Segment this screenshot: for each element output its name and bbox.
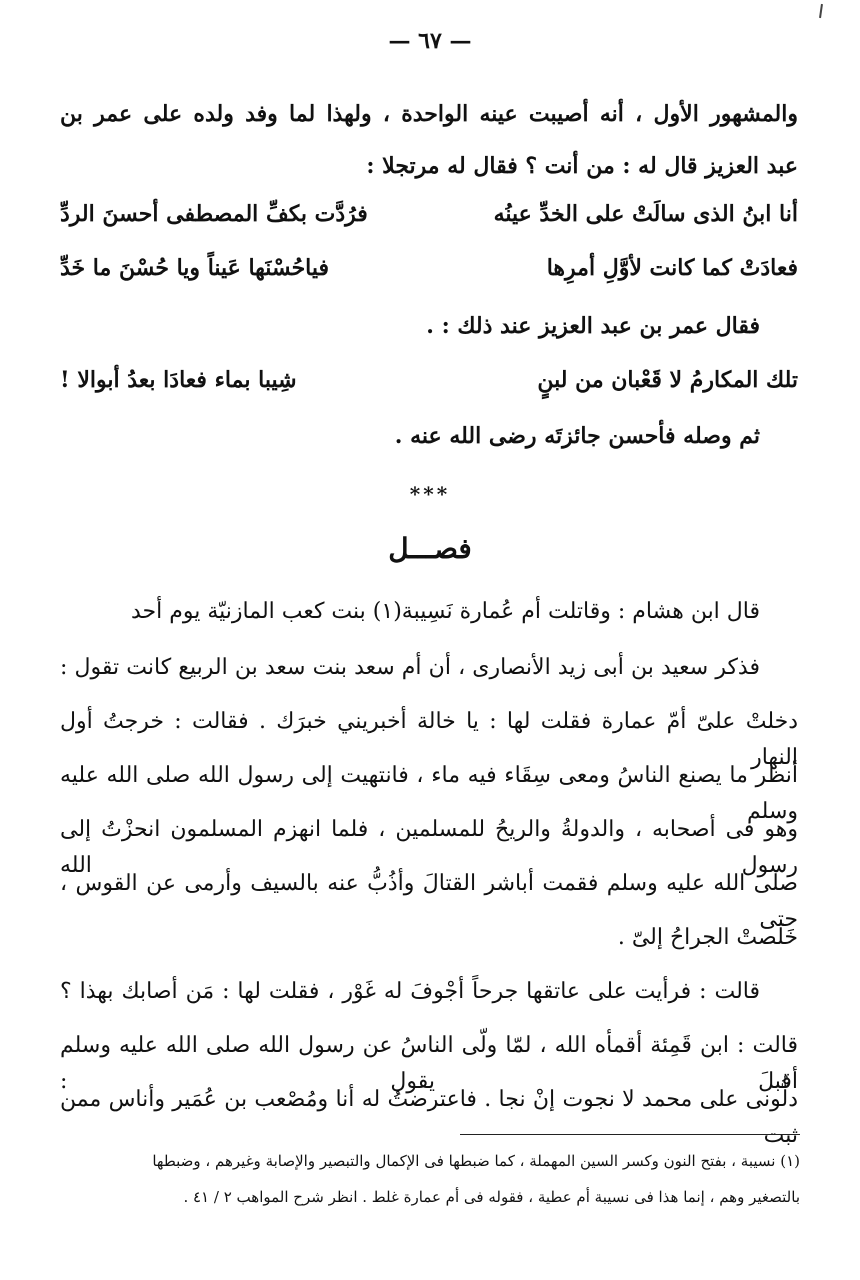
verse-hemistich-second: شِيبا بماء فعادَا بعدُ أبوالا !: [60, 367, 297, 393]
verse-hemistich-second: فرُدَّت بكفِّ المصطفى أحسنَ الردِّ: [60, 201, 368, 227]
section-separator: ***: [409, 482, 451, 506]
verse-hemistich-first: أنا ابنُ الذى سالَتْ على الخدِّ عينُه: [493, 201, 798, 227]
text-line: ثم وصله فأحسن جائزتَه رضى الله عنه .: [394, 423, 760, 449]
text-line: دلُّونى على محمد لا نجوت إنْ نجا . فاعترضتُ له أنا ومُصْعب بن عُمَير وأناس ممن ثبت: [60, 1087, 798, 1148]
text-line: والمشهور الأول ، أنه أصيبت عينه الواحدة ، ولهذا لما وفد ولده على عمر بن: [60, 101, 798, 127]
text-line: دخلتْ علىّ أمّ عمارة فقلت لها : يا خالة أخبريني خبرَك . فقالت : خرجتُ أول النهار: [60, 709, 798, 770]
edge-mark: [819, 4, 823, 18]
page-number: — ٦٧ —: [388, 28, 472, 54]
footnote-line: (١) نسيبة ، بفتح النون وكسر السين المهملة ، كما ضبطها فى الإكمال والتبصير والإصابة وغيرهم ، وضبطها: [152, 1152, 800, 1170]
text-line: وهو فى أصحابه ، والدولةُ والريحُ للمسلمين ، فلما انهزم المسلمون انحزْتُ إلى رسول الله: [60, 817, 798, 878]
text-line: قالت : فرأيت على عاتقها جرحاً أجْوفَ له غَوْر ، فقلت لها : مَن أصابك بهذا ؟: [60, 979, 760, 1004]
text-line: قال ابن هشام : وقاتلت أم عُمارة نَسِيبة(١) بنت كعب المازنيّة يوم أحد: [130, 599, 760, 624]
verse-hemistich-first: تلك المكارمُ لا قَعْبان من لبنٍ: [537, 367, 798, 393]
section-title: فصـــل: [388, 532, 472, 565]
footnote-line: بالتصغير وهم ، إنما هذا فى نسيبة أم عطية ، فقوله فى أم عمارة غلط . انظر شرح المواهب ٢ / ٤١ .: [183, 1188, 800, 1206]
text-line: أنظر ما يصنع الناسُ ومعى سِقَاء فيه ماء ، فانتهيت إلى رسول الله صلى الله عليه وسلم: [60, 763, 798, 824]
text-line: قالت : ابن قَمِئة أقمأه الله ، لمّا ولّى الناسُ عن رسول الله صلى الله عليه وسلم أقبلَ يقول :: [60, 1033, 798, 1094]
text-line: فقال عمر بن عبد العزيز عند ذلك : .: [426, 313, 760, 339]
text-line: فذكر سعيد بن أبى زيد الأنصارى ، أن أم سعد بنت سعد بن الربيع كانت تقول :: [60, 655, 760, 680]
verse-hemistich-first: فعادَتْ كما كانت لأوَّلِ أمرِها: [546, 255, 798, 281]
text-line: خَلَصتْ الجراحُ إلىّ .: [617, 925, 798, 950]
text-line: عبد العزيز قال له : من أنت ؟ فقال له مرتجلا :: [366, 153, 798, 179]
text-line: صلى الله عليه وسلم فقمت أباشر القتالَ وأذُبُّ عنه بالسيف وأرمى عن القوس ، حتى: [60, 871, 798, 932]
footnote-divider: [460, 1134, 800, 1135]
verse-hemistich-second: فياحُسْنَها عَيناً ويا حُسْنَ ما خَدِّ: [60, 255, 330, 281]
